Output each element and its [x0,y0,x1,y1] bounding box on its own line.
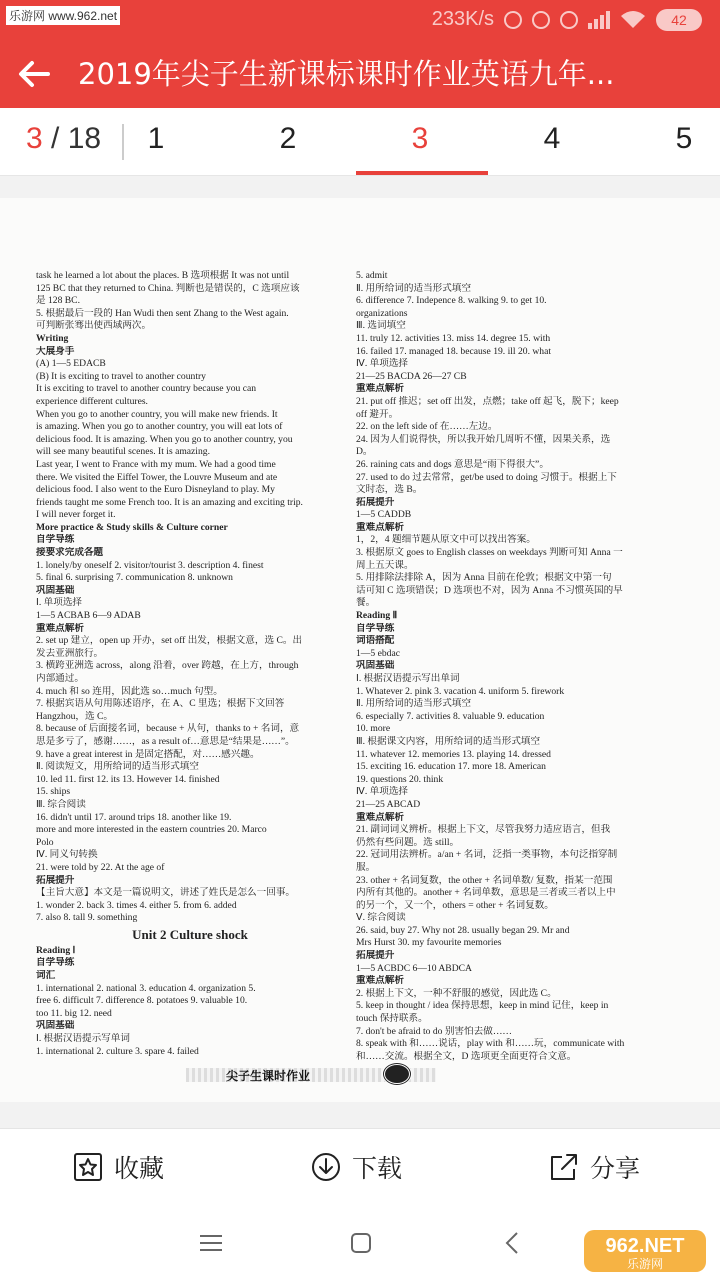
doc-line: experience different cultures. [36,395,148,407]
doc-line: (B) It is exciting to travel to another country [36,370,206,382]
doc-line: 自学导练 [356,622,395,634]
doc-line: Ⅰ. 根据汉语提示写单词 [36,1033,130,1045]
doc-line: more and more interested in the eastern countries 20. Marco [36,824,267,836]
pager-divider [122,124,124,160]
right-column [356,270,662,1063]
doc-line: 词汇 [36,970,56,982]
doc-line: Ⅱ. 用所给词的适当形式填空 [356,282,472,294]
doc-line: 1. wonder 2. back 3. times 4. either 5. from 6. added [36,899,237,911]
doc-line: 10. led 11. first 12. its 13. However 14. finished [36,773,220,785]
action-bar [0,1128,720,1206]
doc-line: Ⅴ. 综合阅读 [356,912,406,924]
doc-line: 19. questions 20. think [356,773,444,785]
doc-line: 接要求完成各题 [36,547,104,559]
doc-line: 26. raining cats and dogs 意思是“雨下得很大”。 [356,458,549,470]
doc-line: 23. other + 名词复数，the other + 名词单数/ 复数，指某一范围 [356,874,613,886]
doc-line: 1—5 CADDB [356,509,412,521]
doc-line: 内所有其他的。another + 名词单数，意思是三者或三者以上中 [356,887,616,899]
doc-line: 发去亚洲旅行。 [36,647,104,659]
nav-back-icon[interactable] [498,1228,528,1258]
doc-line: 自学导练 [36,534,75,546]
doc-line: 7. 根据宾语从句用陈述语序，在 A、C 里选；根据下文回答 [36,698,285,710]
share-icon [548,1151,580,1183]
hotspot-icon [504,11,522,29]
menu-icon[interactable] [196,1228,226,1258]
doc-line: 重难点解析 [356,811,404,823]
doc-line: 拓展提升 [356,496,395,508]
page-indicator [26,122,101,156]
doc-line: 2. set up 建立，open up 开办，set off 出发，根据文意，选 C。出 [36,635,303,647]
footer-logo-icon [382,1062,412,1086]
watermark-sub: 乐游网 [626,1257,664,1271]
doc-line: Hangzhou，选 C。 [36,710,114,722]
mute-icon [532,11,550,29]
doc-line: task he learned a lot about the places. B 选项根据 It was not until [36,270,290,281]
doc-line: 拓展提升 [36,874,75,886]
doc-line: 24. 因为人们说得快，所以我开始几周听不懂，因果关系，选 [356,433,611,445]
doc-line: 22. 冠词用法辨析。a/an + 名词，泛指一类事物，本句泛指穿制 [356,849,618,861]
doc-line: It is exciting to travel to another country because you can [36,383,257,395]
doc-line: 巩固基础 [36,1020,75,1032]
doc-line: Last year, I went to France with my mum. We had a good time [36,458,276,470]
page-footer [186,1062,436,1088]
doc-line: Ⅲ. 综合阅读 [36,798,86,810]
doc-line: 11. whatever 12. memories 13. playing 14. dressed [356,748,551,760]
doc-line: 周上五天课。 [356,559,414,571]
doc-line: 1. Whatever 2. pink 3. vacation 4. uniform 5. firework [356,685,565,697]
battery-indicator: 42 [656,9,702,31]
document-page [0,198,720,1102]
doc-line: Unit 2 Culture shock [132,926,248,942]
doc-line: (A) 1—5 EDACB [36,358,106,370]
doc-line: Mrs Hurst 30. my favourite memories [356,937,502,949]
download-button[interactable] [310,1147,402,1187]
doc-line: 的另一个，又一个，others = other + 名词复数。 [356,899,554,911]
doc-line: 重难点解析 [356,975,404,987]
download-icon [310,1151,342,1183]
doc-line: I will never forget it. [36,509,116,521]
page-tab-3[interactable]: 3 [411,122,429,155]
doc-line: 5. admit [356,270,388,281]
doc-line: 5. 根据最后一段的 Han Wudi then sent Zhang to the West again. [36,307,289,319]
doc-line: 【主旨大意】本文是一篇说明文，讲述了姓氏是怎么一回事。 [36,887,296,899]
doc-line: 可判断张骞出使西域两次。 [36,320,152,332]
doc-line: 27. used to do 过去常常，get/be used to doing 习惯于。根据上下 [356,471,617,483]
favorite-label: 收藏 [114,1154,165,1183]
doc-line: 21. were told by 22. At the age of [36,861,165,873]
left-column [36,270,344,1058]
page-tab-4[interactable]: 4 [543,122,561,155]
doc-line: 巩固基础 [36,584,75,596]
doc-line: 8. because of 后面接名词，because + 从句，thanks to + 名词，意 [36,723,300,735]
watermark-logo [582,1224,708,1276]
doc-line: delicious food. It is amazing. When you go to another country, you [36,433,293,445]
document-viewer[interactable] [0,176,720,1108]
doc-line: 2. 根据上下文，一种不舒服的感觉，因此选 C。 [356,987,557,999]
doc-line: Ⅰ. 根据汉语提示写出单词 [356,673,460,684]
current-page: 3 [26,122,43,155]
doc-line: Ⅲ. 选词填空 [356,320,406,332]
doc-line: Ⅳ. 同义句转换 [36,849,98,861]
doc-line: Reading Ⅱ [356,610,398,622]
doc-line: 文时态，选 B。 [356,484,423,496]
doc-line: Writing [36,332,69,344]
doc-line: too 11. big 12. need [36,1007,112,1019]
doc-line: Ⅳ. 单项选择 [356,358,409,370]
doc-line: 重难点解析 [356,521,404,533]
doc-line: 1，2，4 题细节题从原文中可以找出答案。 [356,534,536,546]
page-selector [0,108,720,176]
doc-line: 21—25 ABCAD [356,798,421,810]
doc-line: 4. much 和 so 连用，因此选 so…much 句型。 [36,685,223,697]
doc-line: 15. exciting 16. education 17. more 18. American [356,761,546,773]
doc-line: touch 保持联系。 [356,1013,428,1025]
page-tab-5[interactable]: 5 [675,122,693,155]
doc-line: there. We visited the Eiffel Tower, the Louvre Museum and ate [36,471,278,483]
doc-line: 重难点解析 [36,622,84,634]
footer-text: 尖子生课时作业 [226,1069,311,1083]
doc-line: 7. don't be afraid to do 别害怕去做…… [356,1025,513,1037]
status-bar [0,0,720,44]
doc-line: 26. said, buy 27. Why not 28. usually began 29. Mr and [356,924,570,936]
status-icons [432,8,702,31]
doc-line: 16. failed 17. managed 18. because 19. ill 20. what [356,345,552,357]
page-tab-2[interactable]: 2 [279,122,297,155]
doc-line: 服。 [356,861,376,873]
doc-line: Reading Ⅰ [36,944,76,956]
doc-line: 5. 用排除法排除 A，因为 Anna 目前在伦敦；根据文中第一句 [356,572,612,584]
doc-line: 大展身手 [36,345,75,357]
doc-line: 6. especially 7. activities 8. valuable 9. education [356,710,545,722]
doc-line: 5. keep in thought / idea 保持思想，keep in mind 记住，keep in [356,1000,609,1012]
doc-line: 1—5 ACBAB 6—9 ADAB [36,610,141,622]
watermark-brand: 962.NET [605,1235,685,1257]
doc-line: 1. international 2. culture 3. spare 4. failed [36,1045,199,1057]
doc-line: 重难点解析 [356,383,404,395]
doc-line: Ⅱ. 用所给词的适当形式填空 [356,698,472,710]
favorite-button[interactable] [72,1147,164,1187]
doc-line: Ⅱ. 阅读短文，用所给词的适当形式填空 [36,761,200,773]
network-speed: 233K/s [431,8,494,30]
doc-line: 思是多亏了，感谢……，as a result of…意思是“结果是……”。 [36,735,295,747]
doc-line: 拓展提升 [356,950,395,962]
site-badge: 乐游网 www.962.net [6,6,120,25]
back-arrow-icon [14,52,58,96]
doc-line: off 避开。 [356,408,399,420]
title-bar [0,44,720,108]
doc-line: 5. final 6. surprising 7. communication 8. unknown [36,572,233,584]
download-label: 下载 [352,1154,403,1183]
signal-icon [588,11,610,29]
doc-line: 和……交流。根据全文，D 选项更全面更符合文意。 [356,1050,577,1062]
alarm-icon [560,11,578,29]
doc-line: 21—25 BACDA 26—27 CB [356,370,467,382]
doc-line: 自学导练 [36,957,75,969]
doc-line: 8. speak with 和……说话，play with 和……玩，communicate with [356,1038,625,1050]
page-tab-1[interactable]: 1 [147,122,165,155]
doc-line: More practice & Study skills & Culture corner [36,521,228,533]
doc-line: 巩固基础 [356,660,395,672]
favorite-icon [72,1151,104,1183]
doc-line: free 6. difficult 7. difference 8. potatoes 9. valuable 10. [36,995,248,1007]
doc-line: 内部通过。 [36,673,84,684]
home-icon[interactable] [346,1228,376,1258]
doc-line: Ⅳ. 单项选择 [356,786,409,798]
share-label: 分享 [590,1154,641,1183]
doc-line: 7. also 8. tall 9. something [36,912,138,924]
page-title: 2019年尖子生新课标课时作业英语九年... [78,57,615,91]
doc-line: 1—5 ebdac [356,647,400,659]
doc-line: 15. ships [36,786,71,798]
doc-line: 是 128 BC. [36,295,80,307]
doc-line: 10. more [356,723,391,735]
doc-line: 3. 根据原文 goes to English classes on weekdays 判断可知 Anna 一 [356,547,623,559]
doc-line: Ⅰ. 单项选择 [36,597,83,609]
doc-line: 21. put off 推迟；set off 出发，点燃；take off 起飞，脱下；keep [356,395,619,407]
doc-line: organizations [356,307,408,319]
doc-line: 22. on the left side of 在……左边。 [356,421,498,433]
active-tab-indicator [356,171,488,175]
doc-line: friends taught me some French too. It is an amazing and exciting trip. [36,496,303,508]
doc-line: 3. 横跨亚洲选 across，along 沿着，over 跨越，在上方，through [36,660,299,672]
doc-line: delicious food. I also went to the Euro Disneyland to play. My [36,484,275,496]
share-button[interactable] [548,1147,640,1187]
wifi-icon [620,10,646,30]
doc-line: 16. didn't until 17. around trips 18. another like 19. [36,811,232,823]
doc-line: D。 [356,446,373,458]
doc-line: 话可知 C 选项错误；D 选项也不对，因为 Anna 不习惯英国的早 [356,584,623,596]
doc-line: is amazing. When you go to another country, you will eat lots of [36,421,283,433]
total-pages: / 18 [51,122,102,155]
doc-line: 6. difference 7. Indepence 8. walking 9. to get 10. [356,295,547,307]
doc-line: 125 BC that they returned to China. 判断也是错误的，C 选项应该 [36,282,300,294]
doc-line: 1. international 2. national 3. education 4. organization 5. [36,982,256,994]
doc-line: 11. truly 12. activities 13. miss 14. degree 15. with [356,332,551,344]
doc-line: will see many beautiful scenes. It is amazing. [36,446,210,458]
doc-line: 1. lonely/by oneself 2. visitor/tourist 3. description 4. finest [36,559,264,571]
doc-line: 仍然有些问题。选 still。 [356,836,460,848]
doc-line: 餐。 [356,597,376,609]
back-button[interactable] [14,52,58,96]
doc-line: 词语搭配 [356,635,395,647]
doc-line: 1—5 ACBDC 6—10 ABDCA [356,962,472,974]
doc-line: Polo [36,836,54,848]
doc-line: 21. 副词词义辨析。根据上下文，尽管我努力适应语言，但我 [356,824,611,836]
doc-line: 9. have a great interest in 是固定搭配，对……感兴趣。 [36,748,260,760]
doc-line: Ⅲ. 根据课文内容，用所给词的适当形式填空 [356,735,541,747]
doc-line: When you go to another country, you will make new friends. It [36,408,278,420]
